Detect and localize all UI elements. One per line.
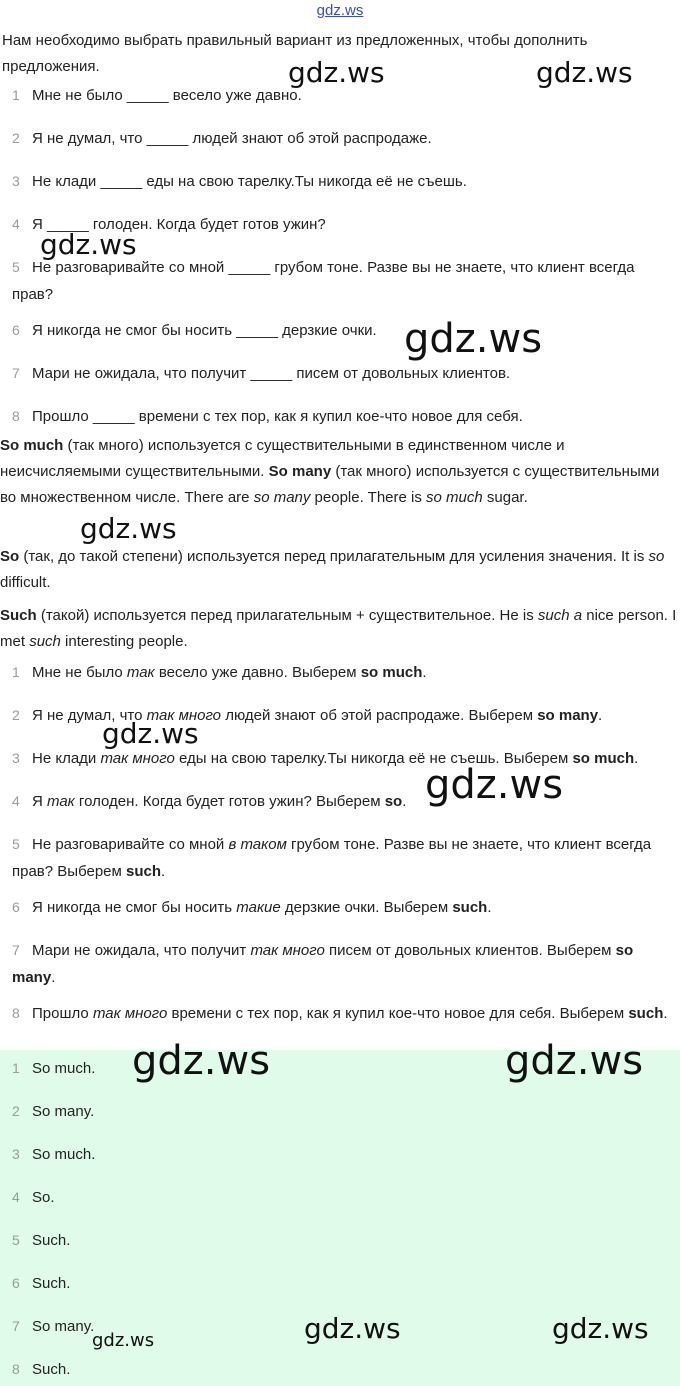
answer-item: 1 So much. [12, 1060, 96, 1077]
watermark: gdz.ws [425, 762, 564, 808]
answer-item: 2 So many. [12, 1103, 95, 1120]
watermark: gdz.ws [552, 1312, 649, 1345]
watermark: gdz.ws [404, 316, 543, 362]
solution-item: 7 Мари не ожидала, что получит так много писем от довольных клиентов. Выберем so many. [12, 942, 634, 986]
solution-item: 1 Мне не было так весело уже давно. Выберем so much. [12, 664, 427, 681]
watermark: gdz.ws [304, 1312, 401, 1345]
rule-so: So (так, до такой степени) используется перед прилагательным для усиления значения. It is so difficult. [0, 548, 665, 591]
solution-item: 5 Не разговаривайте со мной в таком грубом тоне. Разве вы не знаете, что клиент всегда прав? Выберем such. [12, 836, 652, 880]
watermark: gdz.ws [132, 1038, 271, 1084]
watermark: gdz.ws [288, 56, 385, 89]
watermark: gdz.ws [536, 56, 633, 89]
rule-so-much-many: So much (так много) используется с существительными в единственном числе и неисчисляемыми существительными. So many (так много) используется с существительными во множественном числе. There are so many people. There is so much sugar. [0, 437, 660, 506]
question-item: 5 Не разговаривайте со мной _____ грубом тоне. Разве вы не знаете, что клиент всегда прав? [12, 259, 635, 303]
task-intro: Нам необходимо выбрать правильный вариант из предложенных, чтобы дополнить предложения. [2, 32, 588, 75]
question-item: 8 Прошло _____ времени с тех пор, как я купил кое-что новое для себя. [12, 408, 523, 425]
solution-item: 4 Я так голоден. Когда будет готов ужин? Выберем so. [12, 793, 407, 810]
answer-item: 7 So many. [12, 1318, 95, 1335]
solution-item: 3 Не клади так много еды на свою тарелку.Ты никогда её не съешь. Выберем so much. [12, 750, 639, 767]
answer-item: 6 Such. [12, 1275, 71, 1292]
rule-such: Such (такой) используется перед прилагательным + существительное. He is such a nice person. I met such interesting people. [0, 607, 677, 650]
answer-item: 3 So much. [12, 1146, 96, 1163]
answer-item: 8 Such. [12, 1361, 71, 1378]
watermark: gdz.ws [102, 717, 199, 750]
question-item: 6 Я никогда не смог бы носить _____ дерзкие очки. [12, 322, 377, 339]
site-link[interactable]: gdz.ws [316, 2, 364, 19]
question-item: 2 Я не думал, что _____ людей знают об этой распродаже. [12, 130, 432, 147]
watermark: gdz.ws [40, 228, 137, 261]
question-item: 3 Не клади _____ еды на свою тарелку.Ты никогда её не съешь. [12, 173, 467, 190]
question-item: 7 Мари не ожидала, что получит _____ писем от довольных клиентов. [12, 365, 511, 382]
solution-item: 6 Я никогда не смог бы носить такие дерзкие очки. Выберем such. [12, 899, 492, 916]
solution-item: 2 Я не думал, что так много людей знают об этой распродаже. Выберем so many. [12, 707, 603, 724]
solution-item: 8 Прошло так много времени с тех пор, как я купил кое-что новое для себя. Выберем such. [12, 1005, 668, 1022]
question-item: 4 Я _____ голоден. Когда будет готов ужин? [12, 216, 326, 233]
watermark: gdz.ws [80, 512, 177, 545]
watermark: gdz.ws [505, 1038, 644, 1084]
answer-item: 5 Such. [12, 1232, 71, 1249]
question-item: 1 Мне не было _____ весело уже давно. [12, 87, 302, 104]
watermark: gdz.ws [92, 1330, 155, 1351]
answer-item: 4 So. [12, 1189, 55, 1206]
